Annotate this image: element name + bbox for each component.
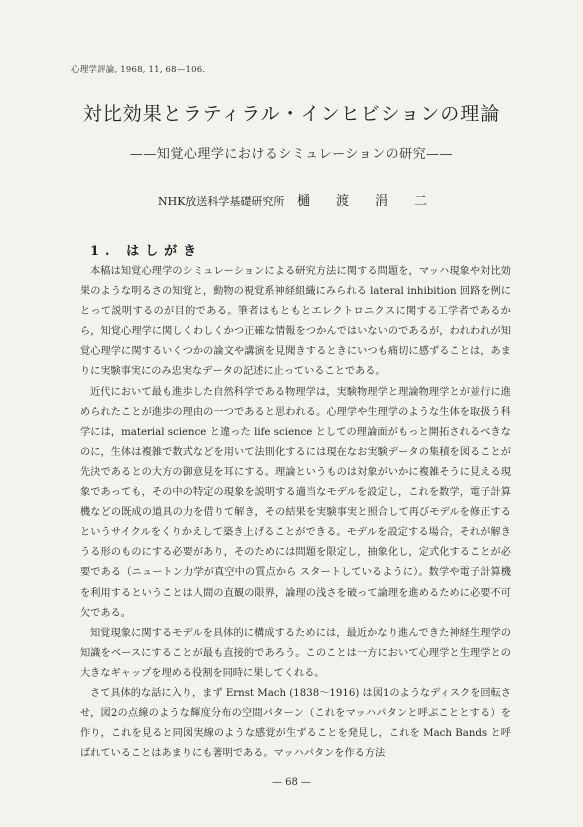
paragraph: 知覚現象に関するモデルを具体的に構成するためには，最近かなり進んできた神経生理学の知識をベースにすることが最も直接的であろう。このことは一方において心理学と生理学との大きなギャップを埋める役割を同時に果してくれる。	[80, 627, 511, 679]
paragraph: 本稿は知覚心理学のシミュレーションによる研究方法に関する問題を，マッハ現象や対比効果のような明るさの知覚と，動物の視覚系神経組織にみられる lateral inhibition 回路を例にとって説明するのが目的である。筆者はもともとエレクトロニクスに関する工学者であるから，知覚心理学に関しくわしくかつ正確な情報をつかんではいないのであるが，われわれが知覚心理学に関するいくつかの論文や講演を見聞きするときにいつも痛切に感ずることは，あまりに実験事実にのみ忠実なデータの記述に止っていることである。	[80, 266, 511, 378]
paper-title: 対比効果とラティラル・インヒビションの理論	[82, 103, 501, 125]
paragraph: さて具体的な話に入り，まず Ernst Mach (1838～1916) は図1のようなディスクを回転させ，図2の点線のような輝度分布の空間パターン（これをマッハパタンと呼ぶこととする）を作り，これを見ると同図実線のような感覚が生ずることを発見し，これを Mach Bands と呼ばれていることはあまりにも著明である。マッハパタンを作る方法	[80, 687, 511, 760]
author-affiliation: NHK放送科学基礎研究所	[158, 195, 285, 208]
paper-subtitle: ——知覚心理学におけるシミュレーションの研究——	[129, 147, 454, 162]
author-name: 樋渡涓二	[297, 194, 454, 209]
paragraph: 近代において最も進歩した自然科学である物理学は，実験物理学と理論物理学とが並行に進められたことが進歩の理由の一つであると思われる。心理学や生理学のような生体を取扱う科学には，material science と違った life science としての理論面がもっと開拓されるべきなのに，生体は複雑で数式などを用いて法則化するには現在なお実験データの集積を図ることが先決であるとの大方の御意見を耳にする。理論というものは対象がいかに複雑そうに見える現象であっても，その中の特定の現象を説明する適当なモデルを設定し，これを数学，電子計算機などの既成の道具の力を借りて解き，その結果を実験事実と照合して再びモデルを修正するというサイクルをくりかえして築き上げることができる。モデルを設定する場合，それが解きうる形のものにする必要があり，そのためには問題を限定し，抽象化し，定式化することが必要である（ニュートン力学が真空中の質点から スタートしているように）。数学や電子計算機を利用するということは人間の直観の限界，論理の浅さを破って論理を進めるために必要不可欠である。	[80, 386, 511, 619]
body-text	[80, 262, 511, 764]
section-heading: 1. はしがき	[90, 244, 203, 259]
page-number: — 68 —	[271, 777, 312, 788]
journal-citation: 心理学評論, 1968, 11, 68—106.	[71, 65, 206, 75]
